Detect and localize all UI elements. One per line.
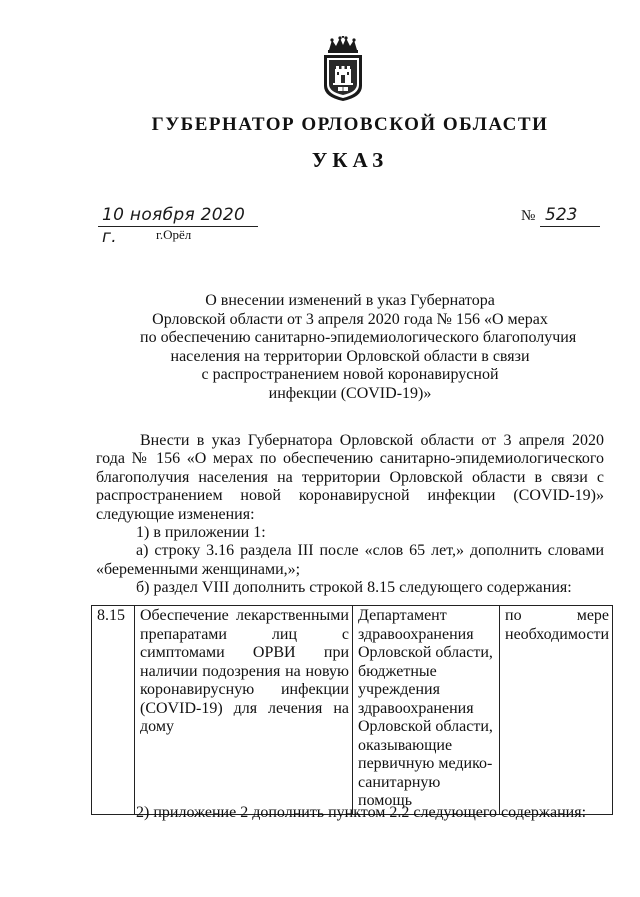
title-line: Орловской области от 3 апреля 2020 года № 156 «О мерах bbox=[152, 310, 548, 328]
handwritten-number: 523 bbox=[545, 205, 578, 225]
table-row bbox=[92, 606, 613, 815]
title-line: населения на территории Орловской области в связи bbox=[170, 347, 530, 365]
title-line: О внесении изменений в указ Губернатора bbox=[205, 292, 495, 309]
handwritten-date: 10 ноября 2020 г. bbox=[98, 204, 258, 227]
authority-heading: ГУБЕРНАТОР ОРЛОВСКОЙ ОБЛАСТИ bbox=[151, 114, 549, 135]
decree-body bbox=[96, 432, 604, 598]
city-label: г.Орёл bbox=[156, 227, 192, 242]
decree-title bbox=[140, 292, 577, 404]
responsible-cell: Департамент здравоохранения Орловской области, бюджетные учреждения здравоохранения Орловской области, оказывающие первичную медико-санитарную помощь bbox=[353, 606, 500, 815]
item-1: 1) в приложении 1: bbox=[136, 524, 266, 542]
document-type-heading: УКАЗ bbox=[311, 148, 389, 172]
title-line: с распространением новой коронавирусной bbox=[201, 366, 499, 384]
title-line: инфекции (COVID-19)» bbox=[268, 384, 432, 402]
item-2: 2) приложение 2 дополнить пунктом 2.2 следующего содержания: bbox=[136, 804, 587, 821]
number-underline bbox=[540, 226, 600, 227]
row-number-cell: 8.15 bbox=[92, 606, 135, 815]
inserted-row-table bbox=[91, 605, 613, 815]
item-1b: б) раздел VIII дополнить строкой 8.15 следующего содержания: bbox=[136, 579, 572, 597]
item-1a: а) строку 3.16 раздела III после «слов 65 лет,» дополнить словами «беременными женщинами,»; bbox=[96, 542, 604, 578]
title-line: по обеспечению санитарно-эпидемиологического благополучия bbox=[140, 329, 577, 347]
intro-paragraph: Внести в указ Губернатора Орловской области от 3 апреля 2020 года № 156 «О мерах по обеспечению санитарно-эпидемиологического благополучия населения на территории Орловской области в связи с распространением новой коронавирусной инфекции (COVID-19)» следующие изменения: bbox=[96, 432, 604, 523]
number-label: № bbox=[521, 208, 536, 224]
deadline-cell: по мере необходимости bbox=[500, 606, 613, 815]
measure-cell: Обеспечение лекарственными препаратами лиц с симптомами ОРВИ при наличии подозрения на новую коронавирусную инфекции (COVID-19) для лечения на дому bbox=[135, 606, 353, 815]
coat-of-arms-icon bbox=[321, 36, 365, 102]
